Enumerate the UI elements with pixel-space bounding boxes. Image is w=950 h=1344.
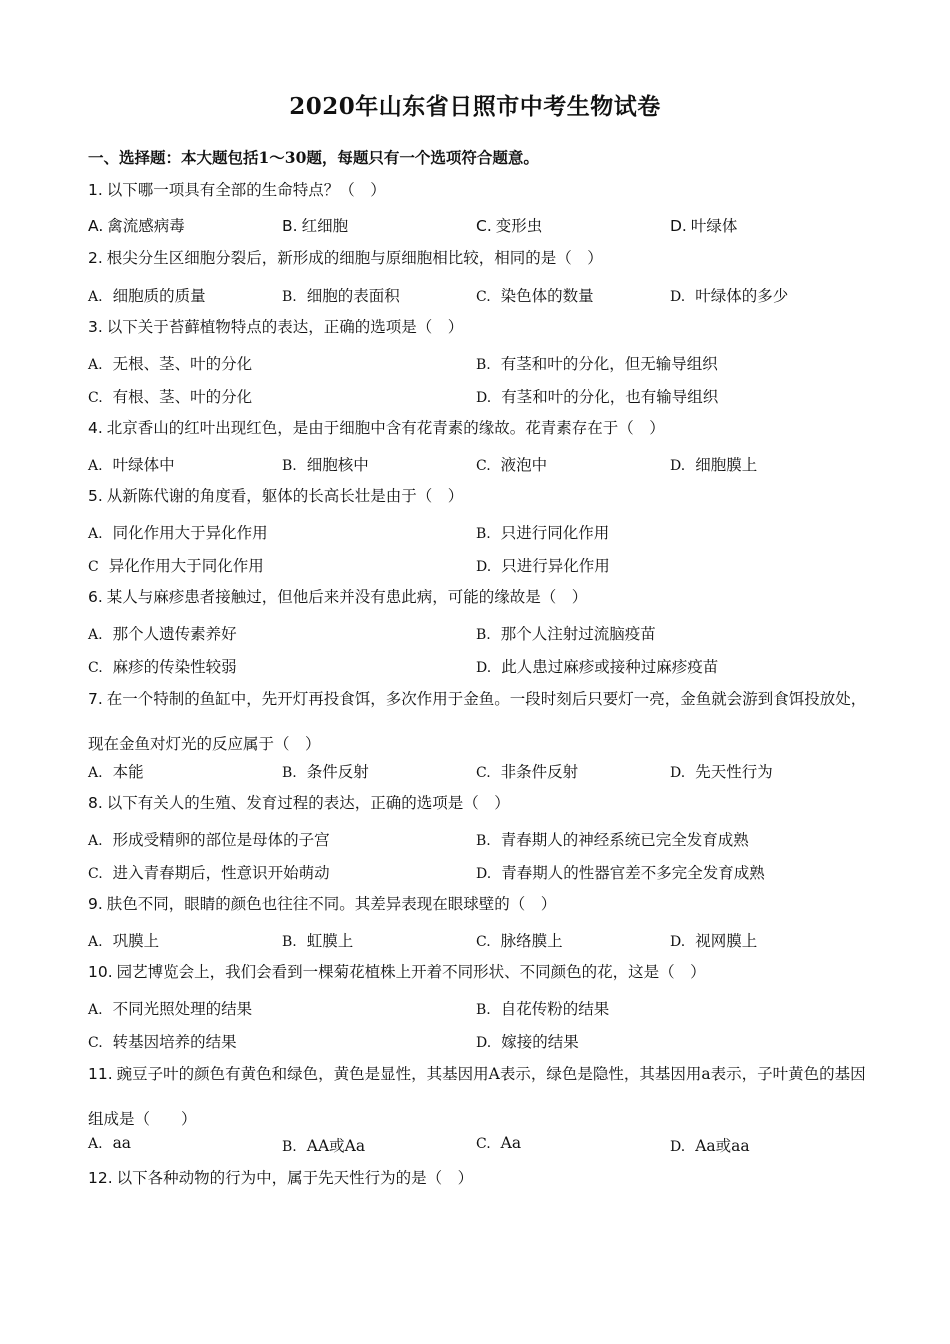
option-b[interactable]: B. 条件反射 — [282, 763, 369, 781]
question-text: 以下哪一项具有全部的生命特点？（ ） — [106, 181, 386, 199]
options-q8-row2 — [88, 861, 868, 881]
option-a[interactable]: A. 巩膜上 — [88, 932, 160, 950]
option-d[interactable]: D. Aa或aa — [670, 1137, 750, 1155]
option-d[interactable]: D. 只进行异化作用 — [476, 557, 610, 575]
option-c[interactable]: C. 进入青春期后，性意识开始萌动 — [88, 864, 330, 882]
option-a[interactable]: A. 叶绿体中 — [88, 456, 175, 474]
question-number: 3. — [88, 318, 103, 336]
option-c[interactable]: C. 变形虫 — [476, 217, 543, 235]
option-b[interactable]: B. 虹膜上 — [282, 932, 354, 950]
option-c[interactable]: C. 非条件反射 — [476, 763, 579, 781]
section-heading: 一、选择题：本大题包括1～30题，每题只有一个选项符合题意。 — [88, 148, 539, 167]
question-text: 以下关于苔藓植物特点的表达，正确的选项是（ ） — [106, 318, 464, 336]
options-q7 — [88, 760, 868, 780]
question-number: 7. — [88, 690, 103, 708]
options-q3-row1 — [88, 352, 868, 372]
option-d[interactable]: D. 视网膜上 — [670, 932, 758, 950]
question-text: 豌豆子叶的颜色有黄色和绿色，黄色是显性，其基因用A表示，绿色是隐性，其基因用a表示，子叶黄色的基因组成是（ ） — [88, 1065, 866, 1128]
question-text: 以下有关人的生殖、发育过程的表达，正确的选项是（ ） — [106, 794, 510, 812]
option-d[interactable]: D. 嫁接的结果 — [476, 1033, 579, 1051]
options-q11 — [88, 1134, 868, 1154]
question-text: 以下各种动物的行为中，属于先天性行为的是（ ） — [116, 1169, 474, 1187]
question-11 — [88, 1052, 878, 1142]
option-c[interactable]: C. 转基因培养的结果 — [88, 1033, 237, 1051]
options-q6-row2 — [88, 655, 868, 675]
question-number: 5. — [88, 487, 103, 505]
option-c[interactable]: C 异化作用大于同化作用 — [88, 557, 264, 575]
option-b[interactable]: B. AA或Aa — [282, 1137, 366, 1155]
option-a[interactable]: A. 同化作用大于异化作用 — [88, 524, 268, 542]
options-q5-row2 — [88, 554, 868, 574]
option-d[interactable]: D. 青春期人的性器官差不多完全发育成熟 — [476, 864, 765, 882]
question-number: 8. — [88, 794, 103, 812]
option-d[interactable]: D. 细胞膜上 — [670, 456, 758, 474]
exam-title: 2020年山东省日照市中考生物试卷 — [289, 93, 661, 120]
option-b[interactable]: B. 那个人注射过流脑疫苗 — [476, 625, 656, 643]
options-q10-row1 — [88, 997, 868, 1017]
question-2 — [88, 248, 878, 268]
option-b[interactable]: B. 红细胞 — [282, 217, 349, 235]
question-8 — [88, 793, 878, 813]
options-q4 — [88, 453, 868, 473]
options-q2 — [88, 284, 868, 304]
question-number: 1. — [88, 181, 103, 199]
question-number: 10. — [88, 963, 113, 981]
option-a[interactable]: A. 细胞质的质量 — [88, 287, 206, 305]
question-7 — [88, 677, 878, 767]
question-number: 9. — [88, 895, 103, 913]
option-a[interactable]: A. 那个人遗传素养好 — [88, 625, 237, 643]
question-5 — [88, 486, 878, 506]
question-text: 北京香山的红叶出现红色，是由于细胞中含有花青素的缘故。花青素存在于（ ） — [106, 419, 665, 437]
options-q8-row1 — [88, 828, 868, 848]
question-text: 某人与麻疹患者接触过，但他后来并没有患此病，可能的缘故是（ ） — [106, 588, 588, 606]
question-12 — [88, 1168, 878, 1188]
option-c[interactable]: C. 有根、茎、叶的分化 — [88, 388, 253, 406]
question-number: 4. — [88, 419, 103, 437]
options-q1 — [88, 214, 868, 234]
question-number: 6. — [88, 588, 103, 606]
option-d[interactable]: D. 叶绿体的多少 — [670, 287, 789, 305]
question-4 — [88, 418, 878, 438]
option-c[interactable]: C. 液泡中 — [476, 456, 548, 474]
option-b[interactable]: B. 细胞的表面积 — [282, 287, 400, 305]
question-number: 12. — [88, 1169, 113, 1187]
option-c[interactable]: C. Aa — [476, 1134, 522, 1152]
options-q10-row2 — [88, 1030, 868, 1050]
option-b[interactable]: B. 有茎和叶的分化，但无输导组织 — [476, 355, 718, 373]
option-b[interactable]: B. 青春期人的神经系统已完全发育成熟 — [476, 831, 749, 849]
question-number: 2. — [88, 249, 103, 267]
option-a[interactable]: A. 不同光照处理的结果 — [88, 1000, 253, 1018]
option-b[interactable]: B. 只进行同化作用 — [476, 524, 610, 542]
question-number: 11. — [88, 1065, 113, 1083]
option-c[interactable]: C. 染色体的数量 — [476, 287, 594, 305]
option-b[interactable]: B. 自花传粉的结果 — [476, 1000, 610, 1018]
question-text: 根尖分生区细胞分裂后，新形成的细胞与原细胞相比较，相同的是（ ） — [106, 249, 603, 267]
option-a[interactable]: A. 本能 — [88, 763, 144, 781]
option-d[interactable]: D. 此人患过麻疹或接种过麻疹疫苗 — [476, 658, 719, 676]
question-6 — [88, 587, 878, 607]
option-a[interactable]: A. 无根、茎、叶的分化 — [88, 355, 253, 373]
options-q6-row1 — [88, 622, 868, 642]
option-d[interactable]: D. 叶绿体 — [670, 217, 738, 235]
question-text: 肤色不同，眼睛的颜色也往往不同。其差异表现在眼球壁的（ ） — [106, 895, 557, 913]
question-3 — [88, 317, 878, 337]
options-q5-row1 — [88, 521, 868, 541]
option-d[interactable]: D. 先天性行为 — [670, 763, 773, 781]
options-q3-row2 — [88, 385, 868, 405]
question-text: 从新陈代谢的角度看，躯体的长高长壮是由于（ ） — [106, 487, 464, 505]
option-b[interactable]: B. 细胞核中 — [282, 456, 369, 474]
option-c[interactable]: C. 麻疹的传染性较弱 — [88, 658, 237, 676]
option-a[interactable]: A. aa — [88, 1134, 132, 1152]
option-a[interactable]: A. 禽流感病毒 — [88, 217, 185, 235]
option-d[interactable]: D. 有茎和叶的分化，也有输导组织 — [476, 388, 719, 406]
question-text: 在一个特制的鱼缸中，先开灯再投食饵，多次作用于金鱼。一段时刻后只要灯一亮，金鱼就会游到食饵投放处，现在金鱼对灯光的反应属于（ ） — [88, 690, 867, 753]
question-9 — [88, 894, 878, 914]
question-text: 园艺博览会上，我们会看到一棵菊花植株上开着不同形状、不同颜色的花，这是（ ） — [116, 963, 706, 981]
question-10 — [88, 962, 878, 982]
option-c[interactable]: C. 脉络膜上 — [476, 932, 563, 950]
options-q9 — [88, 929, 868, 949]
question-1 — [88, 180, 878, 200]
option-a[interactable]: A. 形成受精卵的部位是母体的子宫 — [88, 831, 330, 849]
